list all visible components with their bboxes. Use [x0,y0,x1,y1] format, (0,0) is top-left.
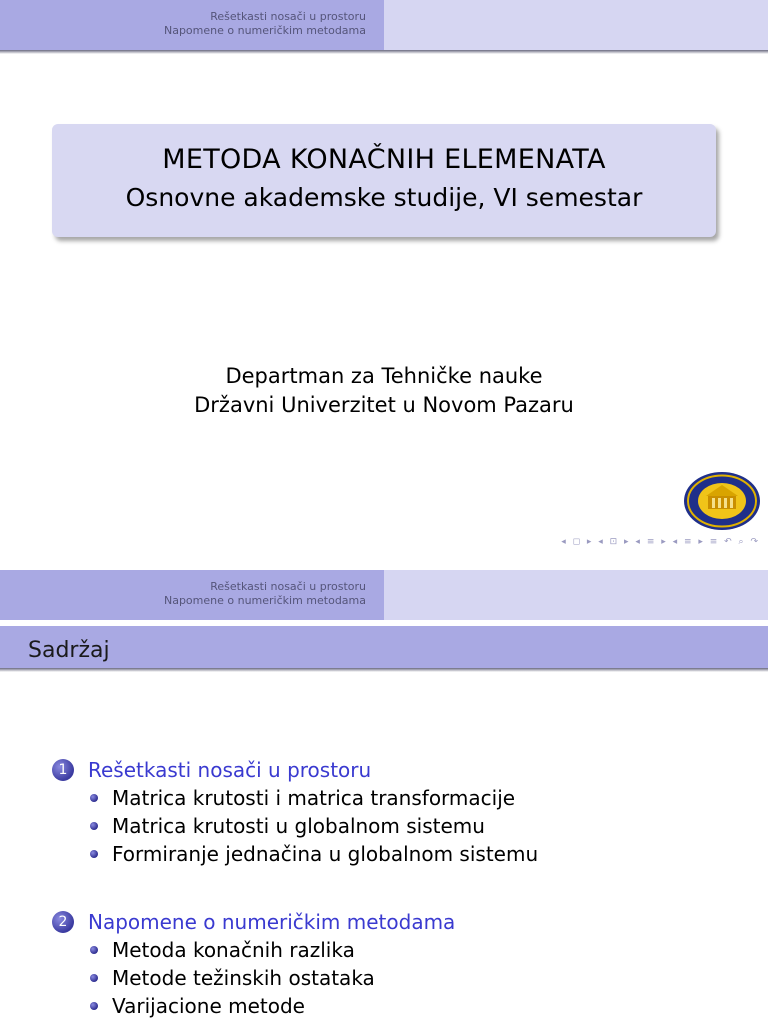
presentation-subtitle: Osnovne akademske studije, VI semestar [125,183,643,212]
section-number-badge: 2 [52,911,74,933]
toc-subsection[interactable] [52,992,538,1020]
subsection-title[interactable]: Matrica krutosti u globalnom sistemu [112,814,485,838]
beamer-navigation-symbols[interactable]: ◂ ◻ ▸ ◂ ⊡ ▸ ◂ ≡ ▸ ◂ ≡ ▸ ≡ ↶ ⌕ ↷ [561,537,760,547]
subsection-title[interactable]: Formiranje jednačina u globalnom sistemu [112,842,539,866]
toc-section-1[interactable] [52,756,538,784]
contents-slide [0,556,768,1024]
header-shadow [0,50,768,54]
toc-subsection[interactable] [52,812,538,840]
university-seal-logo [683,471,761,531]
header-navigation [0,0,384,50]
department-name: Departman za Tehničke nauke [225,364,543,388]
header-navigation [0,570,384,620]
section-spacer [52,868,538,908]
header-section-link-2[interactable]: Napomene o numeričkim metodama [163,594,366,607]
header-section-link-1[interactable]: Rešetkasti nosači u prostoru [210,580,366,593]
section-number-badge: 1 [52,759,74,781]
toc-subsection[interactable] [52,840,538,868]
subsection-title[interactable]: Varijacione metode [112,994,305,1018]
header-right-panel [384,0,768,50]
toc-section-2[interactable] [52,908,538,936]
bullet-icon [90,974,98,982]
bullet-icon [90,794,98,802]
header-section-link-1[interactable]: Rešetkasti nosači u prostoru [210,10,366,23]
section-title[interactable]: Rešetkasti nosači u prostoru [88,758,372,782]
toc-subsection[interactable] [52,784,538,812]
bullet-icon [90,1002,98,1010]
header-bar [0,0,768,50]
header-section-link-2[interactable]: Napomene o numeričkim metodama [163,24,366,37]
toc-subsection[interactable] [52,964,538,992]
subsection-title[interactable]: Metode težinskih ostataka [112,966,375,990]
title-block [52,124,716,237]
subsection-title[interactable]: Metoda konačnih razlika [112,938,355,962]
subsection-title[interactable]: Matrica krutosti i matrica transformacije [112,786,516,810]
section-title[interactable]: Napomene o numeričkim metodama [88,910,456,934]
bullet-icon [90,822,98,830]
frame-title: Sadržaj [0,626,768,668]
frame-title-shadow [0,668,768,672]
institution-block [0,362,768,420]
bullet-icon [90,850,98,858]
header-bar [0,570,768,620]
header-right-panel [384,570,768,620]
university-name: Državni Univerzitet u Novom Pazaru [194,393,574,417]
toc-subsection[interactable] [52,936,538,964]
table-of-contents [52,756,538,1020]
bullet-icon [90,946,98,954]
presentation-title: METODA KONAČNIH ELEMENATA [162,144,606,175]
